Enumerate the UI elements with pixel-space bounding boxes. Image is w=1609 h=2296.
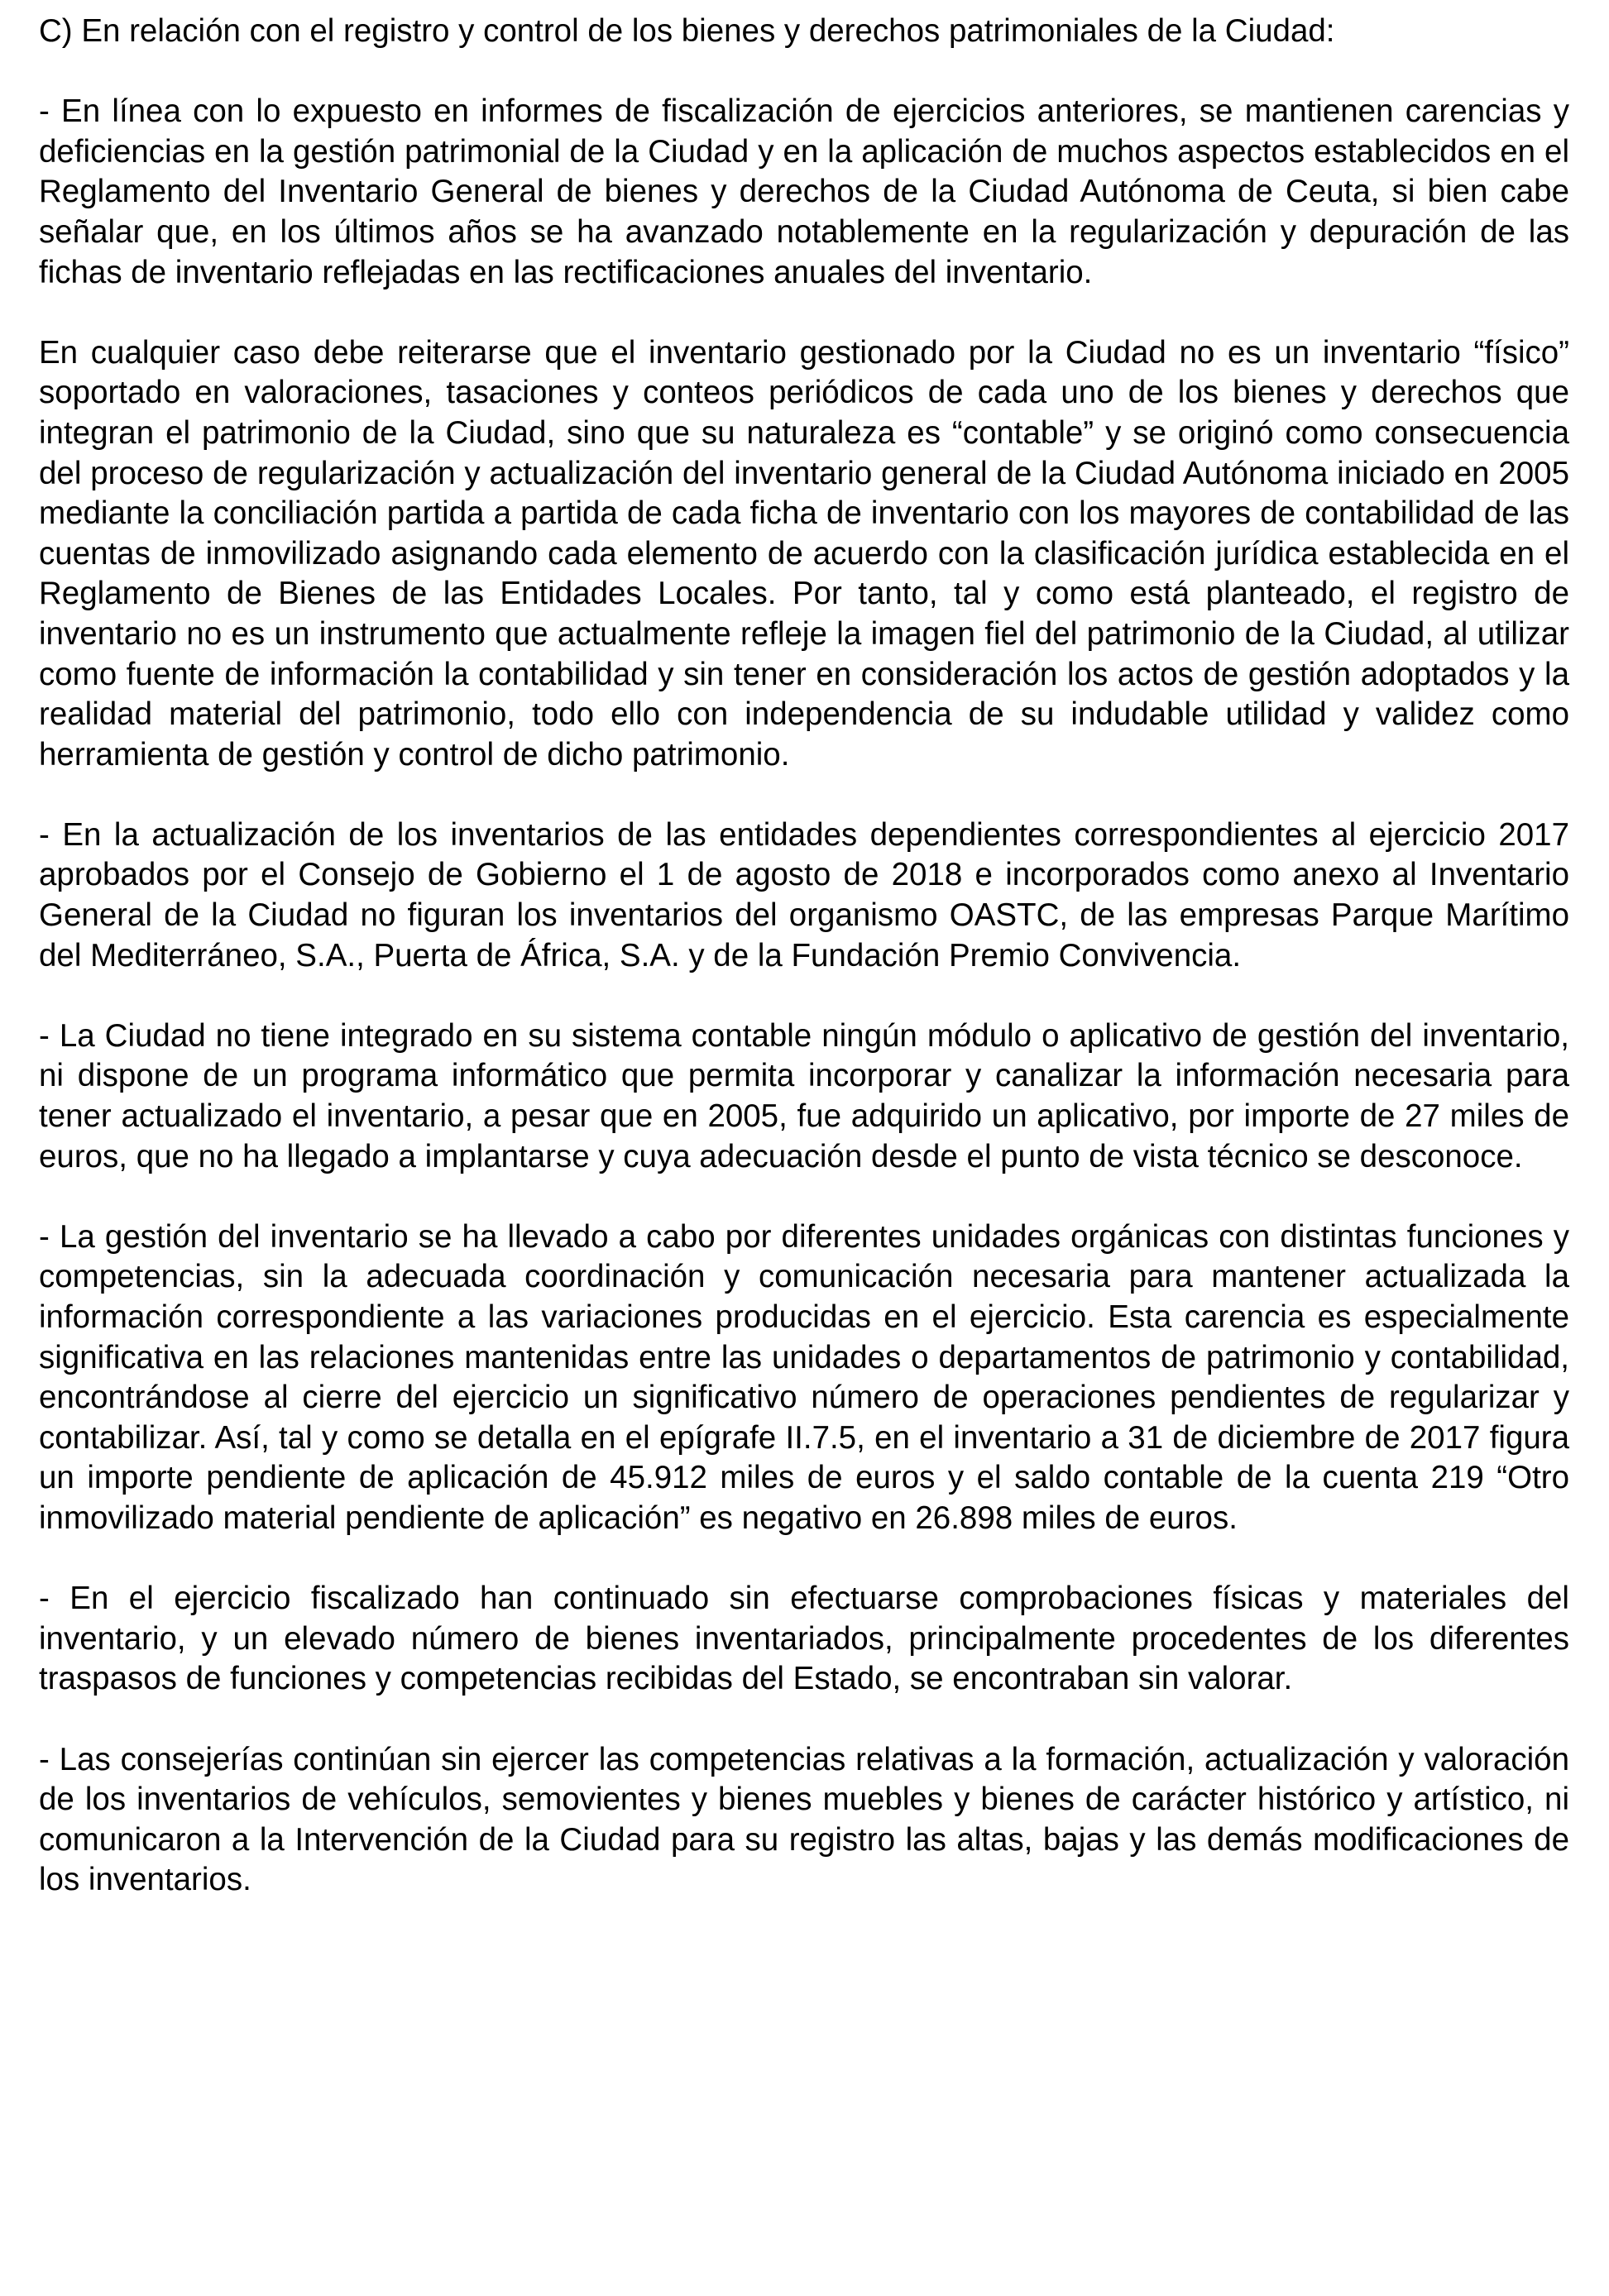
paragraph-inventario-contable: En cualquier caso debe reiterarse que el inventario gestionado por la Ciudad no es un inventario “físico” soportado en valoraciones, tasaciones y conteos periódicos de cada uno de los bienes y derechos que integran el patrimonio de la Ciudad, sino que su naturaleza es “contable” y se originó como consecuencia del proceso de regularización y actualización del inventario general de la Ciudad Autónoma iniciado en 2005 mediante la conciliación partida a partida de cada ficha de inventario con los mayores de contabilidad de las cuentas de inmovilizado asignando cada elemento de acuerdo con la clasificación jurídica establecida en el Reglamento de Bienes de las Entidades Locales. Por tanto, tal y como está planteado, el registro de inventario no es un instrumento que actualmente refleje la imagen fiel del patrimonio de la Ciudad, al utilizar como fuente de información la contabilidad y sin tener en consideración los actos de gestión adoptados y la realidad material del patrimonio, todo ello con independencia de su indudable utilidad y validez como herramienta de gestión y control de dicho patrimonio. bbox=[39, 334, 1569, 773]
paragraph-comprobaciones-fisicas: - En el ejercicio fiscalizado han continuado sin efectuarse comprobaciones físicas y materiales del inventario, y un elevado número de bienes inventariados, principalmente procedentes de los diferentes traspasos de funciones y competencias recibidas del Estado, se encontraban sin valorar. bbox=[39, 1581, 1569, 1697]
section-heading: C) En relación con el registro y control de los bienes y derechos patrimoniales de la Ciudad: bbox=[39, 13, 1335, 49]
paragraph-coordinacion-unidades: - La gestión del inventario se ha llevado a cabo por diferentes unidades orgánicas con distintas funciones y competencias, sin la adecuada coordinación y comunicación necesaria para mantener actualizada la información correspondiente a las variaciones producidas en el ejercicio. Esta carencia es especialmente significativa en las relaciones mantenidas entre las unidades o departamentos de patrimonio y contabilidad, encontrándose al cierre del ejercicio un significativo número de operaciones pendientes de regularizar y contabilizar. Así, tal y como se detalla en el epígrafe II.7.5, en el inventario a 31 de diciembre de 2017 figura un importe pendiente de aplicación de 45.912 miles de euros y el saldo contable de la cuenta 219 “Otro inmovilizado material pendiente de aplicación” es negativo en 26.898 miles de euros. bbox=[39, 1218, 1569, 1536]
paragraph-deficiencias-gestion: - En línea con lo expuesto en informes de fiscalización de ejercicios anteriores, se mantienen carencias y deficiencias en la gestión patrimonial de la Ciudad y en la aplicación de muchos aspectos establecidos en el Reglamento del Inventario General de bienes y derechos de la Ciudad Autónoma de Ceuta, si bien cabe señalar que, en los últimos años se ha avanzado notablemente en la regularización y depuración de las fichas de inventario reflejadas en las rectificaciones anuales del inventario. bbox=[39, 93, 1569, 290]
paragraph-aplicativo-inventario: - La Ciudad no tiene integrado en su sistema contable ningún módulo o aplicativo de gestión del inventario, ni dispone de un programa informático que permita incorporar y canalizar la información necesaria para tener actualizado el inventario, a pesar que en 2005, fue adquirido un aplicativo, por importe de 27 miles de euros, que no ha llegado a implantarse y cuya adecuación desde el punto de vista técnico se desconoce. bbox=[39, 1017, 1569, 1174]
paragraph-entidades-dependientes: - En la actualización de los inventarios de las entidades dependientes correspondientes al ejercicio 2017 aprobados por el Consejo de Gobierno el 1 de agosto de 2018 e incorporados como anexo al Inventario General de la Ciudad no figuran los inventarios del organismo OASTC, de las empresas Parque Marítimo del Mediterráneo, S.A., Puerta de África, S.A. y de la Fundación Premio Convivencia. bbox=[39, 816, 1569, 973]
document-page bbox=[39, 12, 1569, 1901]
paragraph-consejerias: - Las consejerías continúan sin ejercer las competencias relativas a la formación, actualización y valoración de los inventarios de vehículos, semovientes y bienes muebles y bienes de carácter histórico y artístico, ni comunicaron a la Intervención de la Ciudad para su registro las altas, bajas y las demás modificaciones de los inventarios. bbox=[39, 1741, 1569, 1898]
